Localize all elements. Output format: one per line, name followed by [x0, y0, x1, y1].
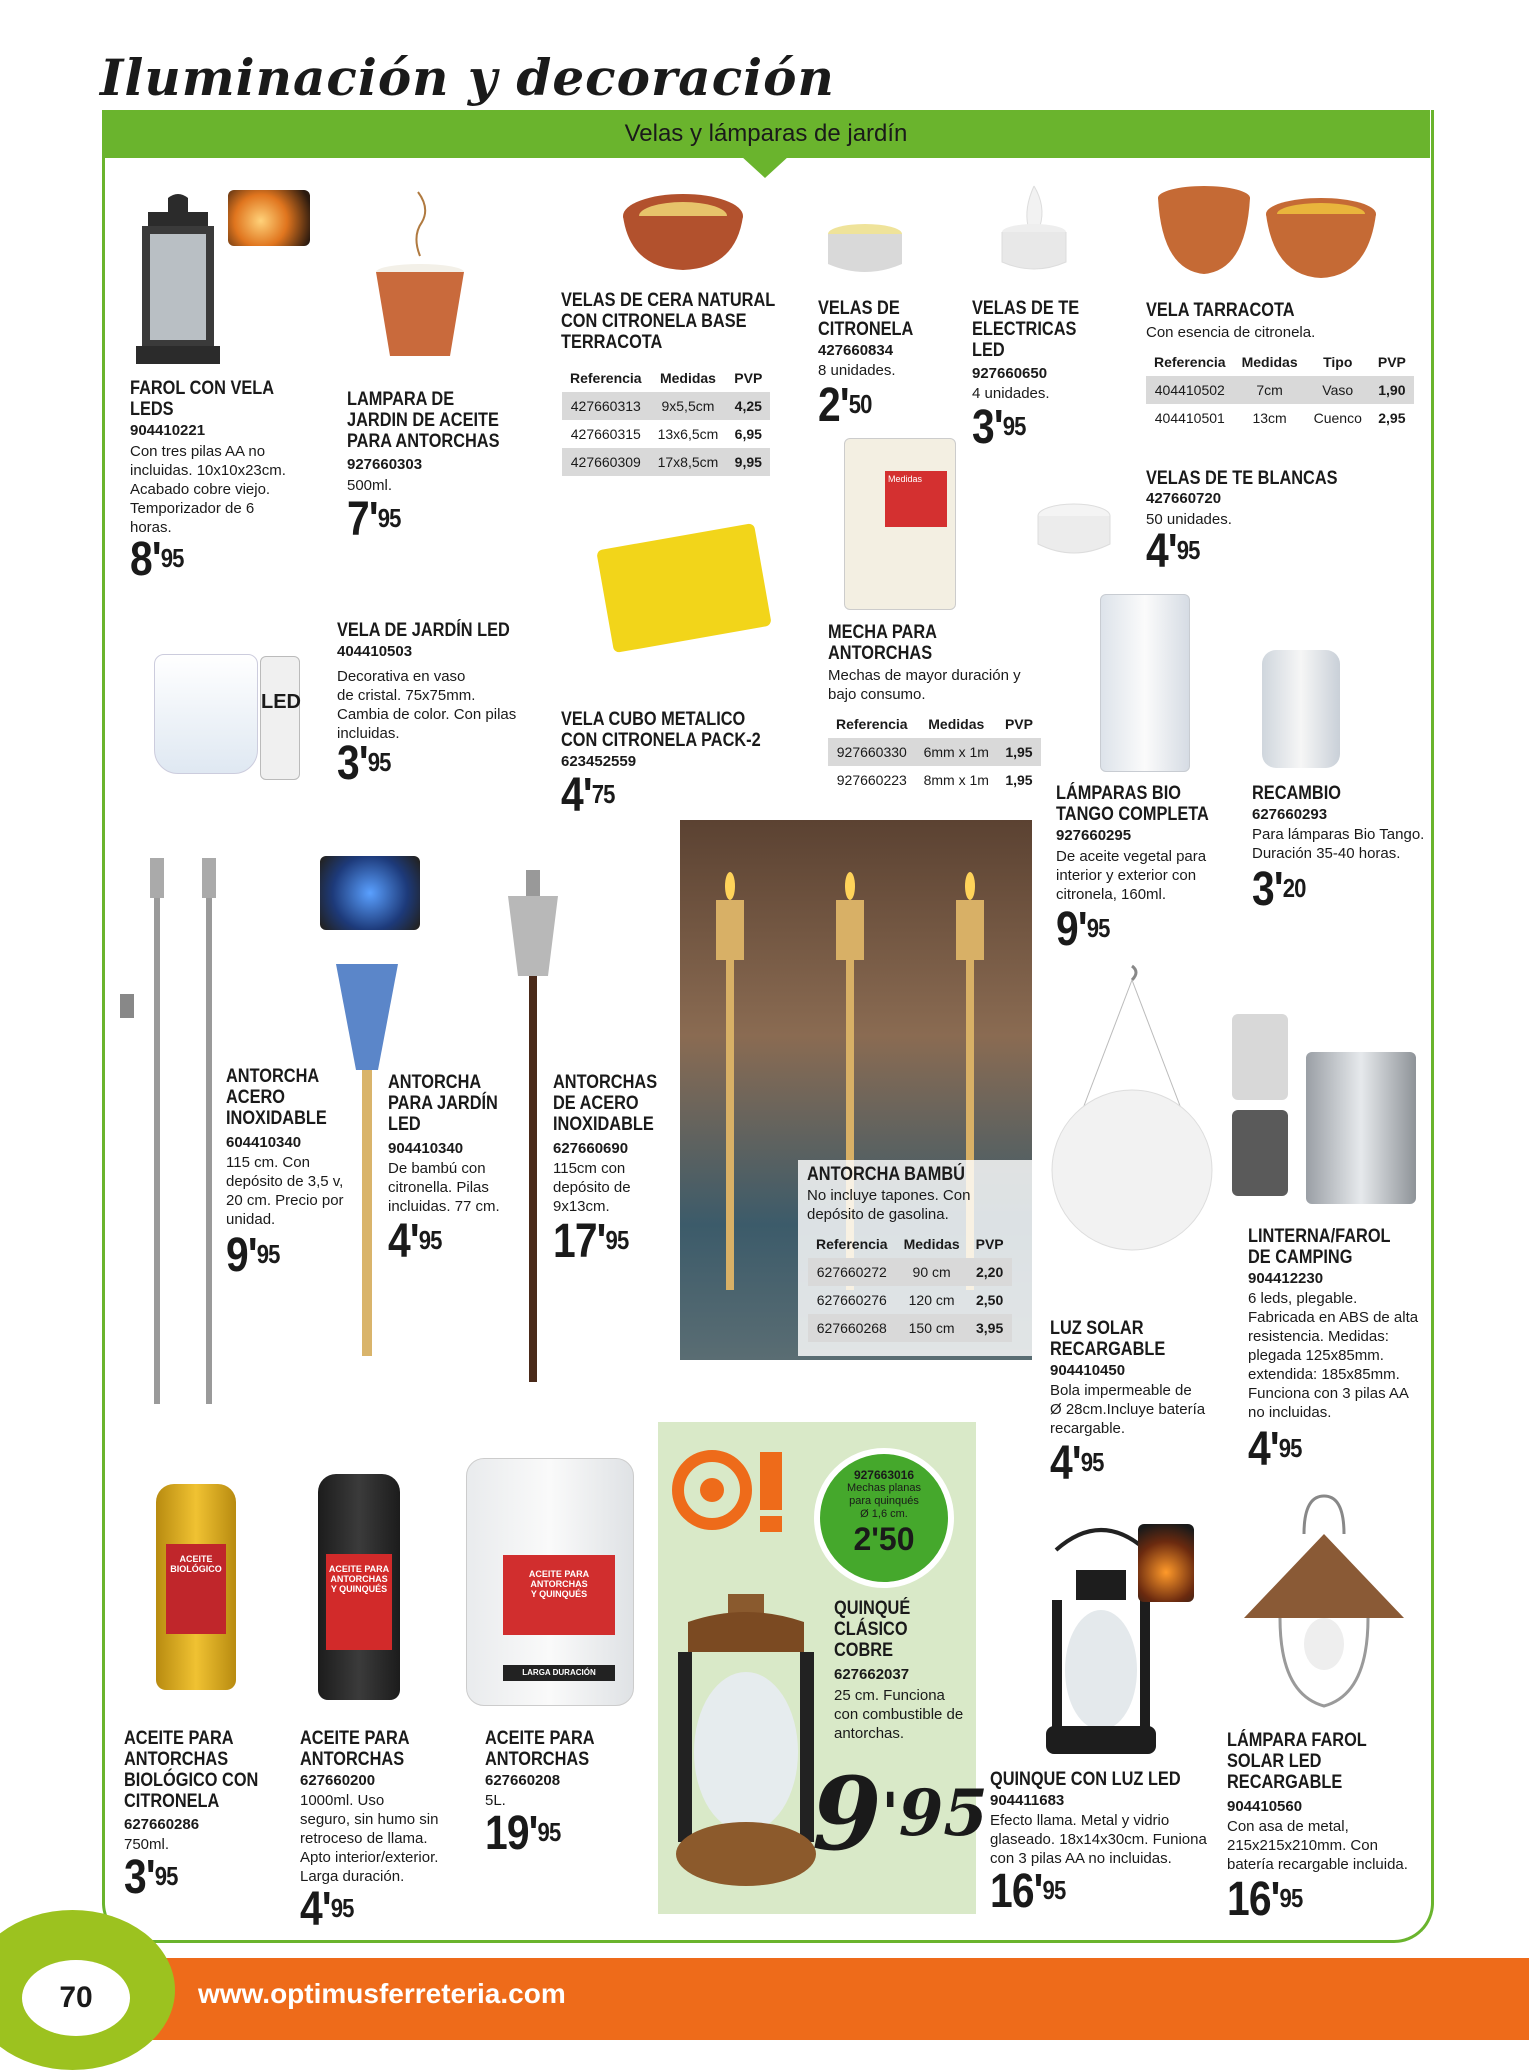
antorcha-bambu-table: Referencia Medidas PVP 627660272 90 cm 2,20 627660276 120 cm 2,50 627660268 150 cm 3,95 — [808, 1230, 1012, 1342]
tarracota-vaso-image — [1156, 184, 1252, 280]
antorcha-acero-desc: 115 cm. Con depósito de 3,5 v, 20 cm. Precio por unidad. — [226, 1154, 344, 1228]
velas-citronela-desc: 8 unidades. — [818, 362, 896, 379]
antorcha-led-price: $4'^{95}$ — [388, 1215, 442, 1268]
lampara-farol-image — [1240, 1494, 1408, 1718]
farol-desc: Con tres pilas AA no incluidas. 10x10x23cm. Acabado cobre viejo. Temporizador de 6 horas. — [130, 443, 286, 536]
linterna-price: $4'^{95}$ — [1248, 1423, 1302, 1476]
luz-solar-lantern-image — [1044, 962, 1220, 1252]
mecha-pack-image — [844, 438, 956, 610]
vela-led-ref: 404410503 — [337, 643, 413, 660]
category-band: Velas y lámparas de jardín — [102, 110, 1430, 158]
quinque-led-desc: Efecto llama. Metal y vidrio glaseado. 18x14x30cm. Funiona con 3 pilas AA no incluidas. — [990, 1812, 1207, 1867]
linterna-name: LINTERNA/FAROL DE CAMPING — [1248, 1226, 1391, 1268]
aceite-5l-label: ACEITE PARA ANTORCHAS Y QUINQUÉS — [503, 1555, 615, 1635]
aceite-5l-name: ACEITE PARA ANTORCHAS — [485, 1728, 595, 1770]
linterna-main-image — [1306, 1052, 1416, 1204]
terracotta-pot-image — [372, 186, 468, 364]
aceite-5l-jug-image — [466, 1458, 634, 1706]
vela-cubo-price: $4'^{75}$ — [561, 769, 615, 822]
vela-led-box-image — [260, 656, 300, 780]
section-title: Iluminación y decoración — [100, 48, 835, 107]
antorcha-led-lit-image — [320, 856, 420, 930]
mechas-planas-desc: Mechas planas para quinqués Ø 1,6 cm. — [847, 1482, 921, 1520]
promo-logo-icon — [672, 1446, 802, 1536]
bio-tango-name: LÁMPARAS BIO TANGO COMPLETA — [1056, 783, 1209, 825]
antorcha-bambu-name: ANTORCHA BAMBÚ — [807, 1164, 965, 1185]
antorcha-acero-name: ANTORCHA ACERO INOXIDABLE — [226, 1066, 327, 1129]
terracotta-bowl-image — [620, 190, 746, 274]
bio-tango-ref: 927660295 — [1056, 827, 1132, 844]
mecha-pack-label: Medidas — [885, 471, 947, 527]
linterna-desc: 6 leds, plegable. Fabricada en ABS de alta resistencia. Medidas: plegada 125x85mm. extendida: 185x85mm. Funciona con 3 pilas AA no incluidas. — [1248, 1290, 1419, 1421]
aceite-bio-ref: 627660286 — [124, 1816, 200, 1833]
antorcha-acero-image — [110, 856, 230, 1408]
aceite-5l-price: $19'^{95}$ — [485, 1807, 561, 1860]
aceite-5l-desc: 5L. — [485, 1792, 506, 1809]
aceite-1000-label: ACEITE PARA ANTORCHAS Y QUINQUÉS — [326, 1554, 392, 1650]
vela-tarracota-name: VELA TARRACOTA — [1146, 300, 1295, 321]
antorchas-acero-name: ANTORCHAS DE ACERO INOXIDABLE — [553, 1072, 658, 1135]
bio-tango-glass-image — [1100, 594, 1190, 772]
aceite-bio-label: ACEITE BIOLÓGICO — [166, 1544, 226, 1634]
antorchas-acero-ref: 627660690 — [553, 1140, 629, 1157]
velas-te-blancas-price: $4'^{95}$ — [1146, 525, 1200, 578]
tarracota-cuenco-image — [1264, 196, 1378, 280]
recambio-price: $3'^{20}$ — [1252, 863, 1306, 916]
velas-citronela-ref: 427660834 — [818, 342, 894, 359]
lampara-aceite-name: LAMPARA DE JARDIN DE ACEITE PARA ANTORCHAS — [347, 389, 500, 452]
velas-te-blancas-ref: 427660720 — [1146, 490, 1222, 507]
bio-tango-desc: De aceite vegetal para interior y exterior con citronela, 160ml. — [1056, 848, 1207, 903]
lampara-aceite-desc: 500ml. — [347, 477, 393, 494]
luz-solar-desc: Bola impermeable de Ø 28cm.Incluye batería recargable. — [1050, 1382, 1206, 1437]
footer-url-link[interactable]: www.optimusferreteria.com — [198, 1978, 566, 2009]
vela-led-box-label: LED — [261, 691, 301, 713]
aceite-bio-desc: 750ml. — [124, 1836, 170, 1853]
lampara-farol-ref: 904410560 — [1227, 1798, 1303, 1815]
recambio-bottle-image — [1262, 650, 1340, 768]
luz-solar-name: LUZ SOLAR RECARGABLE — [1050, 1318, 1166, 1360]
velas-te-led-price: $3'^{95}$ — [972, 401, 1026, 454]
aceite-1000-name: ACEITE PARA ANTORCHAS — [300, 1728, 410, 1770]
vela-led-name: VELA DE JARDÍN LED — [337, 620, 510, 641]
page-number: 70 — [22, 1960, 130, 2036]
vela-led-price: $3'^{95}$ — [337, 737, 391, 790]
bio-tango-price: $9'^{95}$ — [1056, 903, 1110, 956]
velas-te-blancas-name: VELAS DE TE BLANCAS — [1146, 468, 1338, 489]
aceite-1000-desc: 1000ml. Uso seguro, sin humo sin retroceso de llama. Apto interior/exterior. Larga duración. — [300, 1792, 439, 1885]
farol-ref: 904410221 — [130, 422, 206, 439]
recambio-ref: 627660293 — [1252, 806, 1328, 823]
aceite-5l-ref: 627660208 — [485, 1772, 561, 1789]
velas-te-led-desc: 4 unidades. — [972, 385, 1050, 402]
band-notch — [741, 156, 789, 178]
tealight-citronela-image — [826, 222, 904, 276]
antorchas-acero-price: $17'^{95}$ — [553, 1215, 629, 1268]
farol-name: FAROL CON VELA LEDS — [130, 378, 275, 420]
velas-cera-table: Referencia Medidas PVP 427660313 9x5,5cm 4,25 427660315 13x6,5cm 6,95 427660309 17x8,5cm 9,95 — [562, 364, 770, 476]
velas-cera-name: VELAS DE CERA NATURAL CON CITRONELA BASE TERRACOTA — [561, 290, 776, 353]
recambio-name: RECAMBIO — [1252, 783, 1341, 804]
aceite-5l-label-bottom: LARGA DURACIÓN — [503, 1665, 615, 1681]
quinque-clasico-desc: 25 cm. Funciona con combustible de antorchas. — [834, 1687, 964, 1742]
quinque-clasico-image — [668, 1592, 824, 1892]
vela-tarracota-table: Referencia Medidas Tipo PVP 404410502 7cm Vaso 1,90 404410501 13cm Cuenco 2,95 — [1146, 348, 1414, 432]
quinque-led-lit-image — [1138, 1524, 1194, 1602]
aceite-bio-bottle-image — [156, 1484, 236, 1690]
vela-cubo-name: VELA CUBO METALICO CON CITRONELA PACK-2 — [561, 709, 761, 751]
vela-led-glass-image — [154, 654, 258, 774]
velas-te-blancas-desc: 50 unidades. — [1146, 511, 1232, 528]
quinque-clasico-price: $9^{'95}$ — [812, 1755, 988, 1873]
mechas-planas-ref: 927663016 — [853, 1468, 915, 1482]
white-tealight-image — [1036, 500, 1112, 564]
antorcha-led-desc: De bambú con citronella. Pilas incluidas. 77 cm. — [388, 1160, 500, 1215]
antorcha-led-name: ANTORCHA PARA JARDÍN LED — [388, 1072, 498, 1135]
antorcha-acero-ref: 604410340 — [226, 1134, 302, 1151]
linterna-closed-image — [1232, 1014, 1288, 1100]
farol-lit-image — [228, 190, 310, 246]
farol-lantern-image — [130, 190, 226, 368]
lampara-aceite-price: $7'^{95}$ — [347, 493, 401, 546]
velas-citronela-price: $2'^{50}$ — [818, 379, 872, 432]
linterna-open-image — [1232, 1110, 1288, 1196]
lampara-farol-price: $16'^{95}$ — [1227, 1873, 1303, 1926]
quinque-clasico-name: QUINQUÉ CLÁSICO COBRE — [834, 1598, 911, 1661]
linterna-ref: 904412230 — [1248, 1270, 1324, 1287]
mechas-planas-price: 2'50 — [853, 1521, 915, 1557]
antorchas-acero-desc: 115cm con depósito de 9x13cm. — [553, 1160, 631, 1215]
mecha-desc: Mechas de mayor duración y bajo consumo. — [828, 667, 1021, 703]
aceite-bio-name: ACEITE PARA ANTORCHAS BIOLÓGICO CON CITRONELA — [124, 1728, 259, 1812]
antorcha-bambu-desc: No incluye tapones. Con depósito de gasolina. — [807, 1187, 971, 1223]
vela-tarracota-desc: Con esencia de citronela. — [1146, 324, 1316, 341]
aceite-1000-ref: 627660200 — [300, 1772, 376, 1789]
quinque-led-name: QUINQUE CON LUZ LED — [990, 1769, 1181, 1790]
farol-price: $8'^{95}$ — [130, 533, 184, 586]
aceite-1000-bottle-image — [318, 1474, 400, 1700]
antorcha-led-ref: 904410340 — [388, 1140, 464, 1157]
velas-citronela-name: VELAS DE CITRONELA — [818, 298, 914, 340]
aceite-1000-price: $4'^{95}$ — [300, 1883, 354, 1936]
antorcha-acero-price: $9'^{95}$ — [226, 1229, 280, 1282]
mecha-table: Referencia Medidas PVP 927660330 6mm x 1m 1,95 927660223 8mm x 1m 1,95 — [828, 710, 1041, 794]
luz-solar-ref: 904410450 — [1050, 1362, 1126, 1379]
quinque-led-ref: 904411683 — [990, 1792, 1065, 1809]
lampara-farol-name: LÁMPARA FAROL SOLAR LED RECARGABLE — [1227, 1730, 1367, 1793]
recambio-desc: Para lámparas Bio Tango. Duración 35-40 horas. — [1252, 826, 1425, 862]
velas-te-led-ref: 927660650 — [972, 365, 1048, 382]
mecha-name: MECHA PARA ANTORCHAS — [828, 622, 937, 664]
lampara-farol-desc: Con asa de metal, 215x215x210mm. Con batería recargable incluida. — [1227, 1818, 1408, 1873]
vela-cubo-ref: 623452559 — [561, 753, 637, 770]
vela-led-desc: Decorativa en vaso de cristal. 75x75mm. Cambia de color. Con pilas incluidas. — [337, 668, 517, 742]
velas-te-led-name: VELAS DE TE ELECTRICAS LED — [972, 298, 1080, 361]
quinque-clasico-ref: 627662037 — [834, 1666, 910, 1683]
mechas-planas-badge — [814, 1448, 954, 1588]
lampara-aceite-ref: 927660303 — [347, 456, 423, 473]
quinque-led-price: $16'^{95}$ — [990, 1865, 1066, 1918]
led-tealight-image — [1000, 182, 1068, 274]
aceite-bio-price: $3'^{95}$ — [124, 1851, 178, 1904]
luz-solar-price: $4'^{95}$ — [1050, 1437, 1104, 1490]
